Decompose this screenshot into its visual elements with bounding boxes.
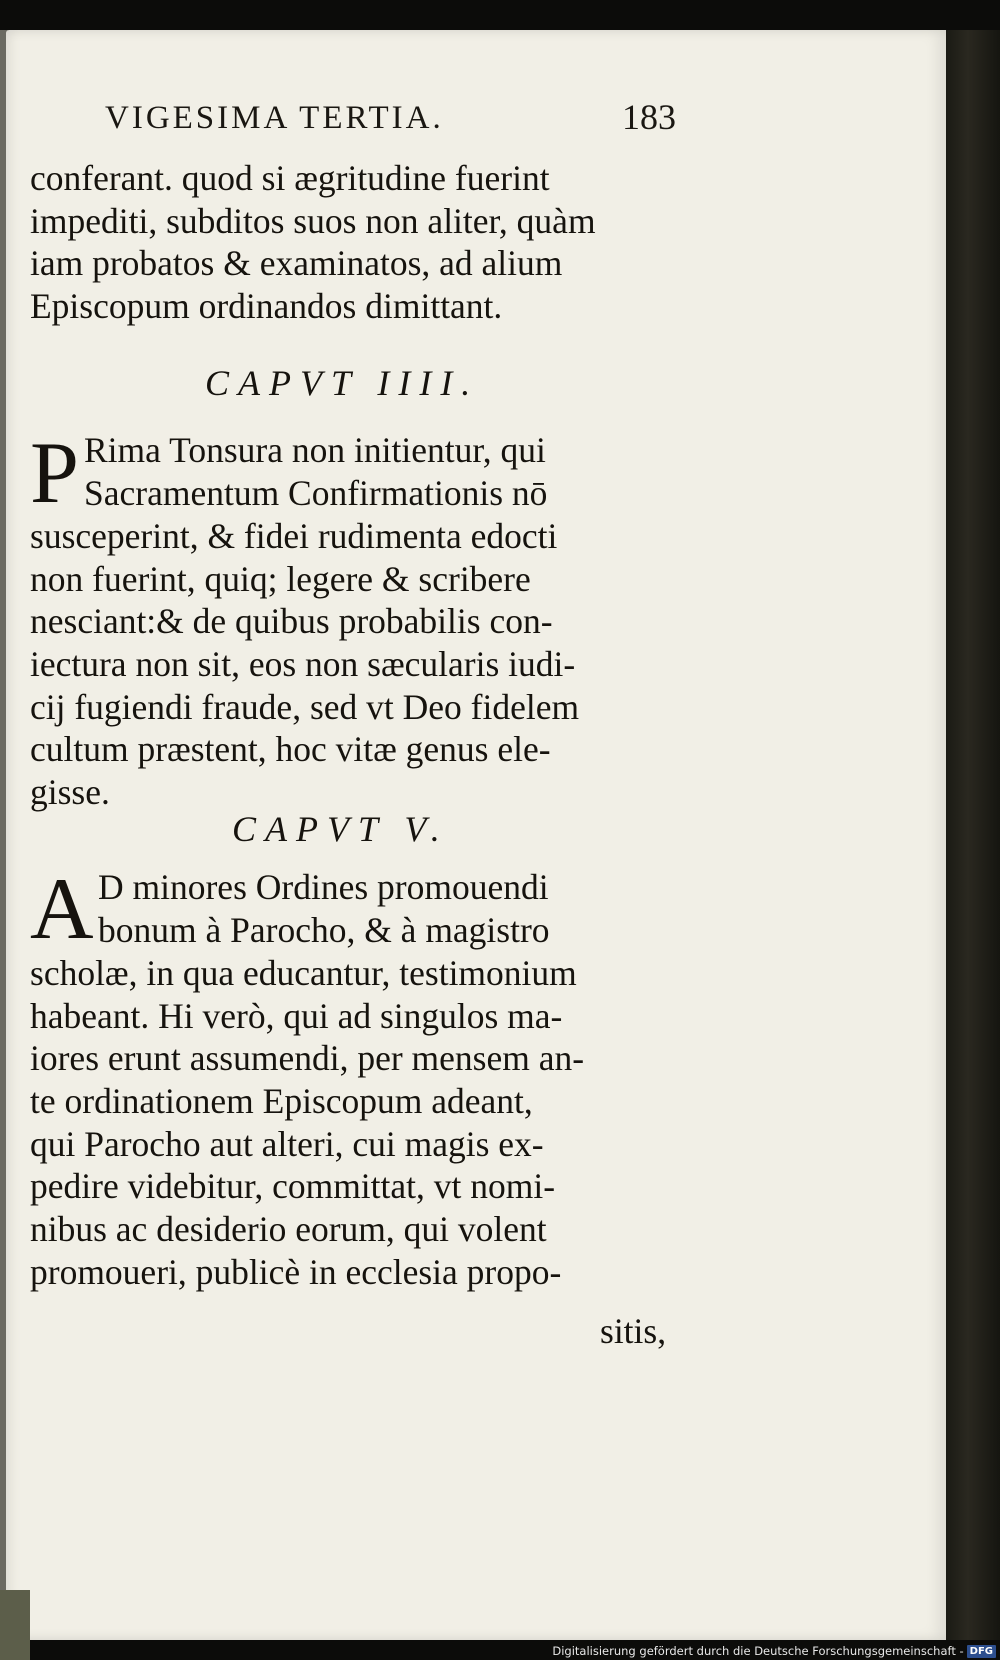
text-line: Rima Tonsura non initientur, qui	[84, 430, 546, 470]
text-line: impediti, subditos suos non aliter, quàm	[30, 200, 596, 241]
text-line: cij fugiendi fraude, sed vt Deo fidelem	[30, 686, 580, 727]
text-line: promoueri, publicè in ecclesia propo-	[30, 1251, 562, 1292]
drop-capital: A	[30, 861, 94, 958]
text-line: conferant. quod si ægritudine fuerint	[30, 158, 550, 198]
page-number: 183	[622, 97, 676, 137]
text-line: iectura non sit, eos non sæcularis iudi-	[30, 644, 576, 685]
text-line: D minores Ordines promouendi	[98, 867, 549, 907]
text-line: qui Parocho aut alteri, cui magis ex-	[30, 1123, 544, 1164]
text-line: nesciant:& de quibus probabilis con-	[30, 601, 553, 642]
continuation-paragraph	[30, 157, 710, 328]
text-line: scholæ, in qua educantur, testimonium	[30, 953, 577, 993]
dfg-logo: DFG	[967, 1645, 996, 1658]
text-line: Sacramentum Confirmationis nō	[84, 473, 548, 513]
binding-corner	[0, 1590, 30, 1660]
text-line: gisse.	[30, 772, 110, 813]
page-edge-shadow	[946, 30, 1000, 1640]
chapter-heading: CAPVT V.	[232, 809, 449, 849]
chapter-4-paragraph	[30, 515, 710, 814]
credit-text: Digitalisierung gefördert durch die Deutsche Forschungsgemeinschaft -	[552, 1644, 964, 1658]
text-line: bonum à Parocho, & à magistro	[98, 910, 550, 950]
text-line: pedire videbitur, committat, vt nomi-	[30, 1166, 556, 1207]
text-line: te ordinationem Episcopum adeant,	[30, 1081, 533, 1122]
text-line: susceperint, & fidei rudimenta edocti	[30, 516, 558, 556]
text-line: iam probatos & examinatos, ad alium	[30, 243, 563, 284]
chapter-heading: CAPVT IIII.	[205, 363, 480, 403]
text-line: iores erunt assumendi, per mensem an-	[30, 1038, 585, 1079]
text-line: Episcopum ordinandos dimittant.	[30, 286, 503, 327]
digitization-credit	[552, 1644, 996, 1658]
chapter-5-paragraph	[30, 952, 710, 1294]
text-line: non fuerint, quiq; legere & scribere	[30, 558, 531, 599]
text-line: nibus ac desiderio eorum, qui volent	[30, 1209, 547, 1250]
catchword: sitis,	[600, 1311, 667, 1351]
text-line: habeant. Hi verò, qui ad singulos ma-	[30, 995, 563, 1036]
text-line: cultum præstent, hoc vitæ genus ele-	[30, 729, 551, 770]
running-head: VIGESIMA TERTIA.	[105, 100, 444, 136]
drop-capital: P	[30, 425, 79, 522]
